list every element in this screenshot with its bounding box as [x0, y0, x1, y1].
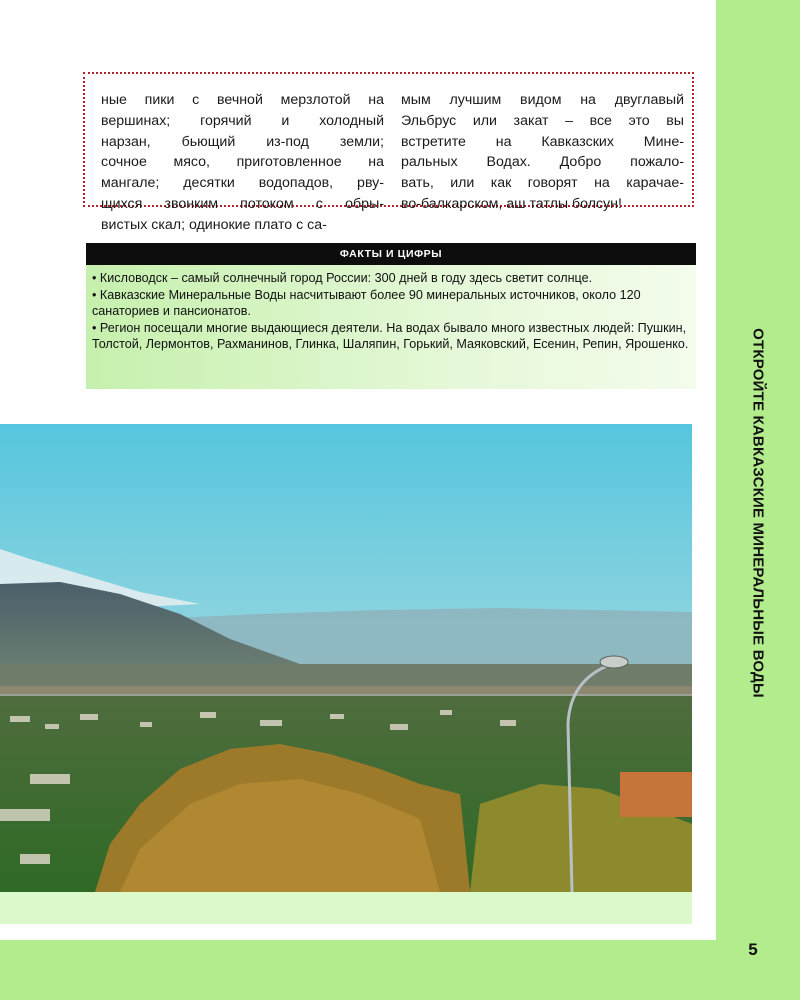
sidebar-title-text: ОТКРОЙТЕ КАВКАЗСКИЕ МИНЕРАЛЬНЫЕ ВОДЫ	[749, 328, 767, 698]
intro-line: вать, или как говорят на карачае-	[401, 175, 684, 192]
intro-line: мангале; десятки водопадов, рву-	[101, 175, 384, 192]
page-number: 5	[748, 940, 758, 959]
sidebar-strip	[716, 0, 800, 932]
fact-item: • Регион посещали многие выдающиеся деятели. На водах бывало много известных людей: Пушкин, Толстой, Лермонтов, Рахманинов, Глинка, Шаляпин, Горький, Маяковский, Есенин, Репин, Ярошенко.	[92, 320, 689, 352]
footer-corner	[706, 932, 716, 940]
intro-line: мым лучшим видом на двуглавый	[401, 92, 684, 108]
footer-bar	[0, 940, 716, 1000]
intro-line: Эльбрус или закат – все это вы	[401, 112, 684, 129]
photo-caption-strip	[0, 892, 692, 924]
intro-line: щихся звонким потоком с обры-	[101, 195, 384, 212]
intro-line: во-балкарском, аш татлы болсун!	[401, 195, 622, 212]
page-number-box	[706, 932, 800, 1000]
sidebar-title	[716, 0, 800, 932]
landscape-photo	[0, 424, 692, 892]
intro-line: сочное мясо, приготовленное на	[101, 154, 384, 171]
intro-line: ные пики с вечной мерзлотой на	[101, 92, 384, 108]
intro-line: встретите на Кавказских Мине-	[401, 133, 684, 150]
facts-list	[86, 265, 696, 353]
fact-item: • Кисловодск – самый солнечный город России: 300 дней в году здесь светит солнце.	[92, 271, 593, 285]
intro-right-column	[401, 90, 684, 215]
facts-box	[86, 243, 696, 389]
intro-text-frame	[83, 72, 694, 233]
facts-heading: ФАКТЫ И ЦИФРЫ	[86, 243, 696, 265]
intro-line: ральных Водах. Добро пожало-	[401, 154, 684, 171]
intro-left-column	[101, 90, 384, 236]
intro-line: нарзан, бьющий из-под земли;	[101, 133, 384, 150]
fact-item: • Кавказские Минеральные Воды насчитывают более 90 минеральных источников, около 120 санаториев и пансионатов.	[92, 287, 641, 319]
intro-line: вистых скал; одинокие плато с са-	[101, 216, 327, 233]
intro-line: вершинах; горячий и холодный	[101, 112, 384, 129]
